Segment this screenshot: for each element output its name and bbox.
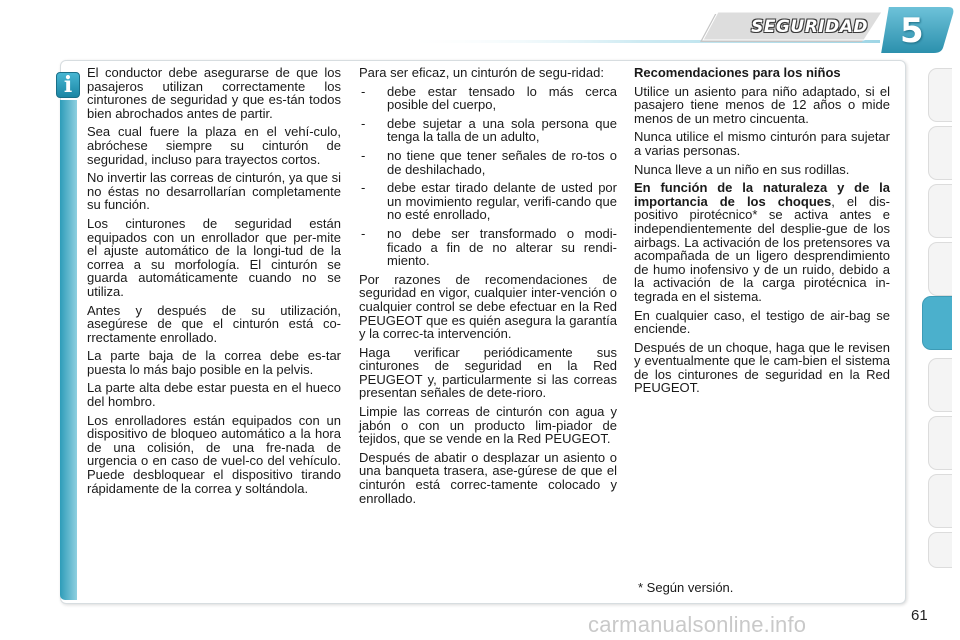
list-item: [359, 227, 617, 268]
paragraph: Los enrolladores están equipados con un dispositivo de bloqueo automático a la hora de una colisión, de una fre-nada de urgencia o en caso de vuel-co del vehículo. Puede desbloquear el dispositivo tirando rápidamente de la correa y soltándola.: [87, 412, 341, 496]
dash-bullet: -: [361, 147, 366, 163]
paragraph-rest: , el dis-positivo pirotécnico* se activa antes e independientemente del desplie-gue de los airbags. La activación de los pretensores va acompañada de un ligero desprendimiento de humo inofensivo y de un ruido, debido a la activación de la carga pirotécnica in-tegrada en el sistema.: [634, 193, 890, 304]
dash-bullet: -: [361, 225, 366, 241]
chapter-tab[interactable]: [928, 358, 952, 412]
paragraph: Sea cual fuere la plaza en el vehí-culo, abróchese siempre su cinturón de seguridad, incluso para trayectos cortos.: [87, 124, 341, 167]
column-3: [634, 66, 890, 400]
paragraph: Después de un choque, haga que le revisen y eventualmente que le cam-bien el sistema de los cinturones de seguridad en la Red PEUGEOT.: [634, 339, 890, 396]
paragraph: Haga verificar periódicamente sus cinturones de seguridad en la Red PEUGEOT y, particularmente si las correas presentan señales de dete-rioro.: [359, 344, 617, 401]
paragraph: [634, 181, 890, 303]
paragraph: Nunca lleve a un niño en sus rodillas.: [634, 161, 850, 177]
list-item: [359, 117, 617, 144]
chapter-tab-strip: [928, 68, 952, 568]
chapter-tab[interactable]: [928, 68, 952, 122]
chapter-tab[interactable]: [928, 242, 952, 296]
dash-bullet: -: [361, 115, 366, 131]
panel-accent-edge: [60, 100, 77, 600]
list-item-text: debe estar tensado lo más cerca posible del cuerpo,: [387, 83, 617, 113]
chapter-tab[interactable]: [928, 184, 952, 238]
paragraph: Después de abatir o desplazar un asiento o una banqueta trasera, ase-gúrese de que el cinturón está correc-tamente colocado y enrollado.: [359, 449, 617, 506]
column-2: [359, 66, 617, 510]
paragraph: Antes y después de su utilización, asegúrese de que el cinturón está co-rrectamente enrollado.: [87, 302, 341, 345]
paragraph: Utilice un asiento para niño adaptado, si el pasajero tiene menos de 12 años o mide menos de un metro cincuenta.: [634, 83, 890, 126]
paragraph: Por razones de recomendaciones de seguridad en vigor, cualquier inter-vención o cualquier control se debe efectuar en la Red PEUGEOT que es quién asegura la garantía y la correc-ta intervención.: [359, 271, 617, 342]
list-item-text: debe estar tirado delante de usted por un movimiento regular, verifi-cando que no esté enrollado,: [387, 180, 617, 223]
paragraph: Para ser eficaz, un cinturón de segu-ridad:: [359, 65, 604, 80]
chapter-tab-active[interactable]: [922, 296, 952, 350]
section-heading: Recomendaciones para los niños: [634, 65, 841, 80]
list-item: [359, 149, 617, 176]
dash-bullet: -: [361, 83, 366, 99]
section-title: SEGURIDAD: [751, 17, 868, 37]
list-item-text: debe sujetar a una sola persona que tenga la talla de un adulto,: [387, 115, 617, 145]
list-item: [359, 85, 617, 112]
chapter-tab[interactable]: [928, 126, 952, 180]
paragraph: Los cinturones de seguridad están equipados con un enrollador que per-mite el ajuste automático de la longi-tud de la correa a su morfología. El cinturón se guarda automáticamente cuando no se utiliza.: [87, 215, 341, 299]
paragraph: La parte baja de la correa debe es-tar puesta lo más bajo posible en la pelvis.: [87, 348, 341, 377]
paragraph: Limpie las correas de cinturón con agua y jabón o con un producto lim-piador de tejidos, que se vende en la Red PEUGEOT.: [359, 404, 617, 447]
paragraph: Nunca utilice el mismo cinturón para sujetar a varias personas.: [634, 129, 890, 158]
column-1: [87, 66, 341, 500]
chapter-tab[interactable]: [928, 532, 952, 568]
watermark: carmanualsonline.info: [588, 612, 807, 637]
list-item: [359, 181, 617, 222]
paragraph: No invertir las correas de cinturón, ya que si no éstas no desarrollarían completamente su función.: [87, 170, 341, 213]
page-number: 61: [911, 607, 928, 624]
chapter-tab[interactable]: [928, 416, 952, 470]
chapter-number: 5: [900, 11, 924, 51]
chapter-tab[interactable]: [928, 474, 952, 528]
dash-bullet: -: [361, 180, 366, 196]
list-item-text: no debe ser transformado o modi-ficado a fin de no alterar su rendi-miento.: [387, 225, 617, 269]
paragraph: En cualquier caso, el testigo de air-bag se enciende.: [634, 307, 890, 337]
bold-lead: En función de la naturaleza y de la importancia de los choques: [634, 180, 890, 209]
paragraph: El conductor debe asegurarse de que los pasajeros utilizan correctamente los cinturones de seguridad y que es-tán todos bien abrochados antes de partir.: [87, 65, 341, 121]
list-item-text: no tiene que tener señales de ro-tos o de deshilachado,: [387, 147, 617, 177]
info-icon: i: [56, 72, 80, 98]
requirements-list: [359, 85, 617, 268]
paragraph: La parte alta debe estar puesta en el hueco del hombro.: [87, 380, 341, 410]
footnote: * Según versión.: [638, 580, 734, 595]
